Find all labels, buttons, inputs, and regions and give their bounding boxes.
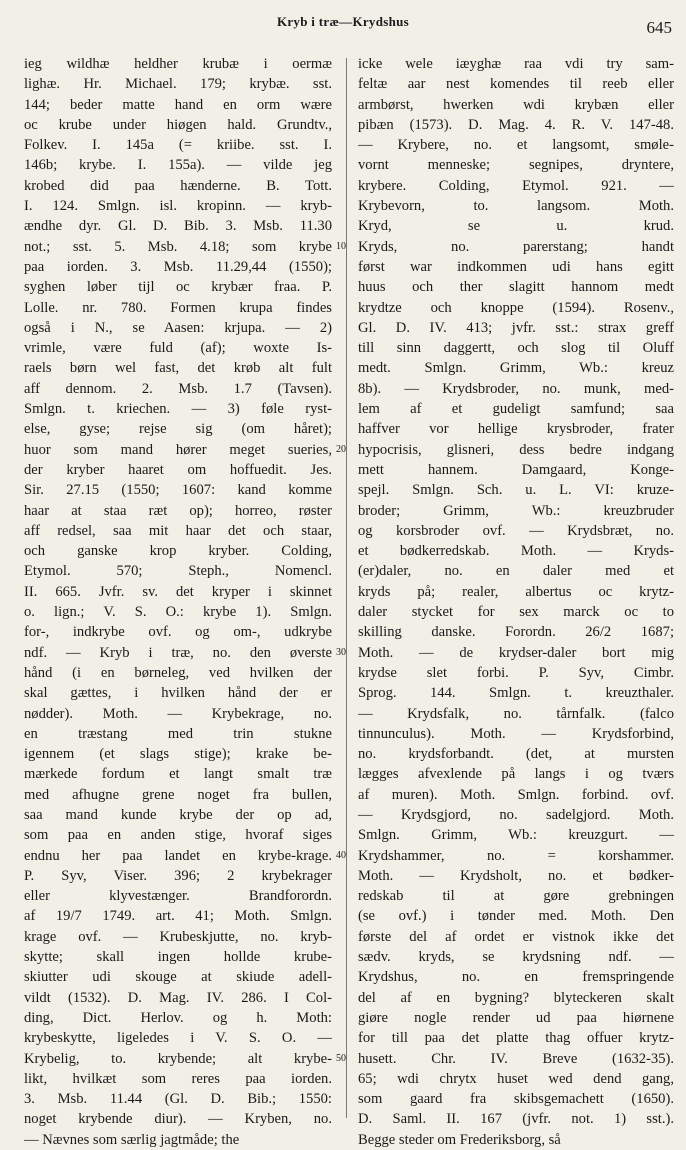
text-line: syghen løber tijl oc krybær fraa. P. (24, 279, 332, 296)
text-line: icke wele iæyghæ raa vdi try sam- (358, 56, 674, 72)
text-line: noget krybende diur). — Kryben, no. (24, 1111, 332, 1128)
text-line: lighæ. Hr. Michael. 179; krybæ. sst. (24, 76, 332, 93)
text-line: endnu her paa landet en krybe-krage. (24, 847, 332, 864)
text-line: aff redsel, saa mit haar det och staar, (24, 522, 332, 539)
text-line: krybere. Colding, Etymol. 921. — (358, 177, 674, 194)
text-line: 146b; krybe. I. 155a). — vilde jeg (24, 157, 332, 174)
text-line: lægges afvexlende på langs i og tværs (358, 766, 674, 783)
text-line: 3. Msb. 11.44 (Gl. D. Bib.; 1550: (24, 1091, 332, 1108)
text-line: aff dennom. 2. Msb. 1.7 (Tavsen). (24, 380, 332, 397)
text-line: medt. Smlgn. Grimm, Wb.: kreuz (358, 360, 674, 377)
text-line: husett. Chr. IV. Breve (1632-35). (358, 1050, 674, 1067)
text-line: haar at staa ræt op); horreo, røster (24, 502, 332, 519)
text-line: saa mand kunde krybe der op ad, (24, 806, 332, 823)
text-line: Sir. 27.15 (1550; 1607: kand komme (24, 482, 332, 499)
text-line: — Krydsgjord, no. sadelgjord. Moth. (358, 806, 674, 823)
text-line: Begge steder om Frederiksborg, så (358, 1131, 561, 1148)
text-line: lem af et gudeligt samfund; saa (358, 401, 674, 418)
text-line: Sprog. 144. Smlgn. t. kreuzthaler. (358, 685, 674, 702)
text-line: 144; beder matte hand en orm wære (24, 96, 332, 113)
text-line: P. Syv, Viser. 396; 2 krybekrager (24, 867, 332, 884)
text-line: giøre nogle render ud paa hiørnene (358, 1009, 674, 1026)
text-line: Gl. D. IV. 413; jvfr. sst.: strax greff (358, 319, 674, 336)
text-line: — Krydsfalk, no. tårnfalk. (falco (358, 705, 674, 722)
text-line: huus och ther slagitt hannom medt (358, 279, 674, 296)
column-divider (346, 58, 347, 1118)
text-line: pibæn (1573). D. Mag. 4. R. V. 147-48. (358, 116, 674, 133)
text-line: som paa en anden stige, hvoraf siges (24, 827, 332, 844)
text-line: krydtze och knoppe (1594). Rosenv., (358, 299, 674, 316)
text-line: vornt menneske; segnipes, dryntere, (358, 157, 674, 174)
line-number: 40 (336, 849, 346, 861)
text-line: hånd (i en børneleg, ved hvilken der (24, 664, 332, 681)
text-line: — Nævnes som særlig jagtmåde; the (24, 1131, 240, 1148)
text-line: mett hannem. Damgaard, Konge- (358, 461, 674, 478)
text-line: II. 665. Jvfr. sv. det kryper i skinnet (24, 583, 332, 600)
text-line: Krydshammer, no. = korshammer. (358, 847, 674, 864)
text-line: 65; wdi chrytx huset wed dend gang, (358, 1070, 674, 1087)
text-line: første del af ordet er vistnok ikke det (358, 928, 674, 945)
text-line: I. 124. Smlgn. isl. kropinn. — kryb- (24, 198, 332, 215)
text-line: — Krybere, no. et langsomt, smøle- (358, 137, 674, 154)
text-line: krobed did paa hænderne. B. Tott. (24, 177, 332, 194)
text-line: Krydshus, no. en fremspringende (358, 969, 674, 986)
text-line: krybeskytte, ligeledes i V. S. O. — (24, 1030, 332, 1047)
text-line: Kryd, se u. krud. (358, 218, 674, 235)
page-header (0, 14, 686, 38)
text-line: Smlgn. t. kriechen. — 3) føle ryst- (24, 401, 332, 418)
text-line: eller klyvestænger. Brandforordn. (24, 888, 332, 905)
text-line: Moth. — de krydser-daler bort mig (358, 644, 674, 661)
text-line: skiutter udi skouge at skiude adell- (24, 969, 332, 986)
left-column (24, 54, 332, 1150)
text-line: af 19/7 1749. art. 41; Moth. Smlgn. (24, 908, 332, 925)
text-line: o. lign.; V. S. O.: krybe 1). Smlgn. (24, 604, 332, 621)
text-line: først war indkommen udi hans egitt (358, 258, 674, 275)
text-line: likt, hvilkæt som reres paa iorden. (24, 1070, 332, 1087)
text-line: der kryber haaret om hoffuedit. Jes. (24, 461, 332, 478)
text-line: med afhugne grene noget fra bullen, (24, 786, 332, 803)
text-line: armbørst, hwerken wdi krybæn eller (358, 96, 674, 113)
text-line: Folkev. I. 145a (= kriibe. sst. I. (24, 137, 332, 154)
text-line: nødder). Moth. — Krybekrage, no. (24, 705, 332, 722)
text-line: Smlgn. Grimm, Wb.: kreuzgurt. — (358, 827, 674, 844)
text-line: ndf. — Kryb i træ, no. den øverste (24, 644, 332, 661)
text-line: Krybelig, to. krybende; alt krybe- (24, 1050, 332, 1067)
right-column (358, 54, 674, 1150)
text-line: ding, Dict. Herlov. og h. Moth: (24, 1009, 332, 1026)
text-line: broder; Grimm, Wb.: kreuzbruder (358, 502, 674, 519)
text-line: som gaard fra skibsgemachett (1650). (358, 1091, 674, 1108)
line-number: 10 (336, 240, 346, 252)
text-line: huor som mand hører meget sueries, (24, 441, 332, 458)
text-line: daler stycket for sex marck oc to (358, 604, 674, 621)
text-line: redskab til at gøre grebningen (358, 888, 674, 905)
text-line: till sinn daggertt, och slog til Oluff (358, 340, 674, 357)
text-line: også i N., se Aasen: krjupa. — 2) (24, 319, 332, 336)
text-line: skytte; skall ingen hollde krube- (24, 949, 332, 966)
running-head: Kryb i træ—Krydshus (276, 14, 410, 29)
text-line: ieg wildhæ heldher krubæ i oermæ (24, 56, 332, 72)
text-line: vrimle, være fuld (af); woxte Is- (24, 340, 332, 357)
text-line: for-, indkrybe ovf. og om-, udkrybe (24, 624, 332, 641)
text-line: Lolle. nr. 780. Formen krupa findes (24, 299, 332, 316)
text-line: kryds på; realer, albertus oc krytz- (358, 583, 674, 600)
line-number: 20 (336, 443, 346, 455)
text-line: raels børn wel fast, det krøb alt fult (24, 360, 332, 377)
text-line: (se ovf.) i tønder med. Moth. Den (358, 908, 674, 925)
text-line: og korsbroder ovf. — Krydsbræt, no. (358, 522, 674, 539)
text-line: haffver vor hellige krysbroder, frater (358, 421, 674, 438)
text-line: paa iorden. 3. Msb. 11.29,44 (1550); (24, 258, 332, 275)
text-line: igennem (et slags stige); krake be- (24, 746, 332, 763)
text-line: tinnunculus). Moth. — Krydsforbind, (358, 725, 674, 742)
page-number: 645 (646, 18, 672, 37)
text-line: spejl. Smlgn. Sch. u. L. VI: kruze- (358, 482, 674, 499)
text-line: krydse slet forbi. P. Syv, Cimbr. (358, 664, 674, 681)
text-line: mærkede fordum et langt smalt træ (24, 766, 332, 783)
text-line: hypocrisis, glisneri, dess bedre indgang (358, 441, 674, 458)
text-line: sædv. kryds, se krydsning ndf. — (358, 949, 674, 966)
text-line: Kryds, no. parerstang; handt (358, 238, 674, 255)
text-line: af muren). Moth. Smlgn. forbind. ovf. (358, 786, 674, 803)
text-line: no. krydsforbandt. (det, at mursten (358, 746, 674, 763)
text-line: Krybevorn, to. langsom. Moth. (358, 198, 674, 215)
text-line: (er)daler, no. en daler med et (358, 563, 674, 580)
text-line: else, gyse; rejse sig (om håret); (24, 421, 332, 438)
text-line: feltæ aar nest komendes til reeb eller (358, 76, 674, 93)
text-line: skal gættes, i hvilken hånd der er (24, 685, 332, 702)
text-line: for till paa det platte thag offuer krytz- (358, 1030, 674, 1047)
line-number: 30 (336, 646, 346, 658)
text-line: Moth. — Krydsholt, no. et bødker- (358, 867, 674, 884)
text-line: not.; sst. 5. Msb. 4.18; som krybe (24, 238, 332, 255)
text-line: et bødkerredskab. Moth. — Kryds- (358, 543, 674, 560)
text-line: 8b). — Krydsbroder, no. munk, med- (358, 380, 674, 397)
text-line: vildt (1532). D. Mag. IV. 286. I Col- (24, 989, 332, 1006)
text-line: Etymol. 570; Steph., Nomencl. (24, 563, 332, 580)
text-line: ændhe dyr. Gl. D. Bib. 3. Msb. 11.30 (24, 218, 332, 235)
text-line: och ganske krop kryber. Colding, (24, 543, 332, 560)
text-line: oc krube under hiøgen hald. Grundtv., (24, 116, 332, 133)
line-number: 50 (336, 1052, 346, 1064)
text-line: skilling danske. Forordn. 26/2 1687; (358, 624, 674, 641)
text-line: D. Saml. II. 167 (jvfr. not. 1) sst.). (358, 1111, 674, 1128)
text-line: en træstang med trin stukne (24, 725, 332, 742)
text-line: del af en bygning? blyteckeren skalt (358, 989, 674, 1006)
text-line: krage ovf. — Krubeskjutte, no. kryb- (24, 928, 332, 945)
